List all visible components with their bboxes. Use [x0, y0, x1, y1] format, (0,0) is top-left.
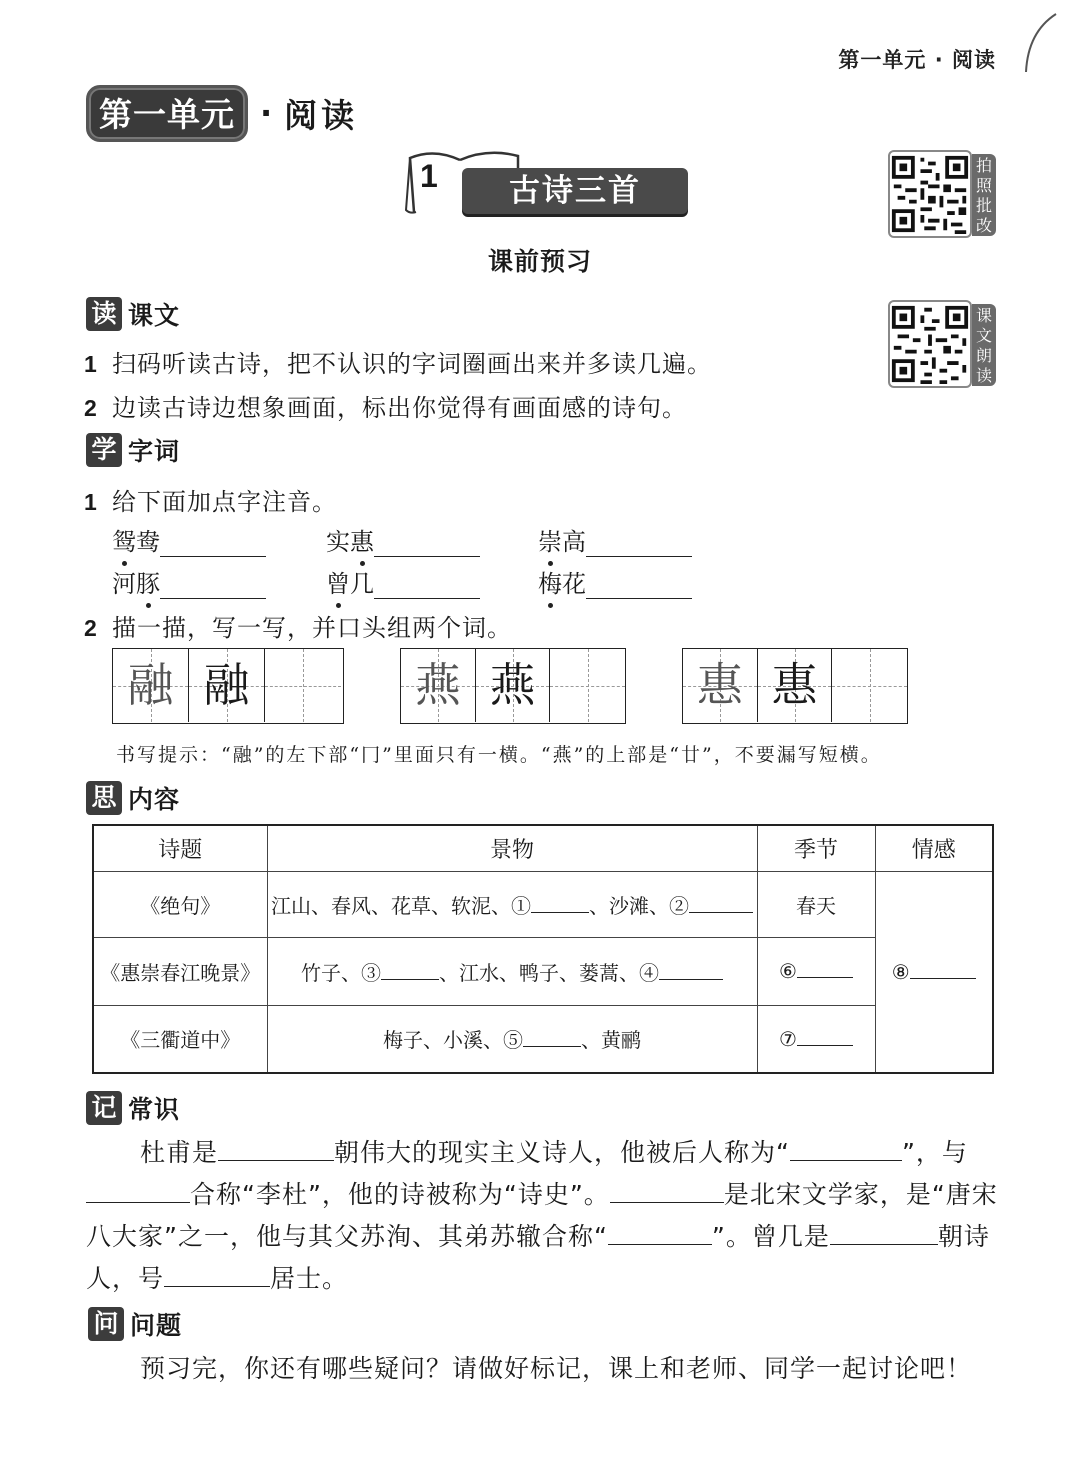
lesson-title: 古诗三首 — [462, 168, 688, 214]
scene-text: 、江水、鸭子、蒌蒿、 — [439, 960, 639, 985]
qr-code-icon[interactable] — [888, 150, 972, 238]
answer-blank[interactable] — [523, 1046, 581, 1047]
item-number: 1 — [84, 351, 98, 377]
dotted-char: 崇 — [538, 522, 562, 557]
running-header: 第一单元 · 阅读 — [838, 48, 996, 72]
blank-marker: ④ — [639, 960, 659, 985]
section-badge: 问 — [88, 1307, 124, 1341]
scene-text: 、沙滩、 — [589, 893, 669, 918]
item-number: 1 — [84, 489, 98, 515]
scene-cell — [267, 937, 757, 1005]
blank-marker: ⑧ — [891, 959, 910, 984]
answer-blank[interactable] — [86, 1202, 190, 1203]
qr-code-icon[interactable] — [888, 300, 972, 388]
item-number: 2 — [84, 615, 98, 641]
read-item-2 — [84, 388, 687, 423]
blank-marker: ② — [669, 893, 689, 918]
answer-blank[interactable] — [586, 598, 692, 599]
para-text: ”，与 — [901, 1138, 968, 1167]
answer-blank[interactable] — [160, 598, 266, 599]
pinyin-word — [112, 522, 266, 557]
grid-char: 惠 — [696, 658, 743, 712]
blank-marker: ⑥ — [779, 959, 797, 983]
grid-cell — [189, 649, 265, 722]
para-text: 居士。 — [270, 1264, 349, 1293]
grid-cell[interactable] — [265, 649, 341, 722]
grid-char: 燕 — [489, 658, 536, 712]
question-prompt: 预习完，你还有哪些疑问？请做好标记，课上和老师、同学一起讨论吧！ — [140, 1354, 973, 1383]
lesson-heading — [400, 150, 690, 216]
poem-title: 《三衢道中》 — [93, 1005, 267, 1073]
answer-blank[interactable] — [659, 979, 723, 980]
section-title: 问题 — [130, 1311, 183, 1340]
answer-blank[interactable] — [531, 912, 589, 913]
grid-cell — [113, 649, 189, 722]
pinyin-word — [112, 564, 266, 599]
season-cell: 春天 — [757, 871, 875, 937]
section-badge: 思 — [86, 781, 122, 815]
blank-marker: ① — [511, 893, 531, 918]
dotted-char: 惠 — [350, 522, 374, 557]
grid-cell — [476, 649, 551, 722]
page-corner-decoration — [1020, 0, 1080, 80]
word-rest: 高 — [562, 528, 586, 556]
section-learn-header — [86, 432, 180, 468]
scene-text: 江山、春风、花草、软泥、 — [271, 893, 511, 918]
item-text: 扫码听读古诗，把不认识的字词圈画出来并多读几遍。 — [112, 350, 712, 378]
scene-cell — [267, 1005, 757, 1073]
table-row — [93, 1005, 993, 1073]
col-header: 季节 — [757, 825, 875, 871]
unit-dot: · — [260, 94, 273, 132]
unit-badge: 第一单元 — [86, 85, 248, 142]
page-subtitle: 课前预习 — [487, 247, 592, 276]
pinyin-word — [326, 564, 480, 599]
section-badge: 记 — [86, 1091, 122, 1125]
word-rest: 几 — [350, 570, 374, 598]
unit-label: 阅读 — [284, 95, 359, 135]
para-text: 是北宋文学家，是“唐宋 — [723, 1180, 998, 1209]
writing-grid — [400, 648, 626, 724]
qr-grading[interactable] — [888, 150, 998, 242]
unit-title — [86, 90, 358, 136]
answer-blank[interactable] — [218, 1160, 334, 1161]
dotted-char: 鸳 — [112, 522, 136, 557]
item-text: 边读古诗边想象画面，标出你觉得有画面感的诗句。 — [112, 394, 687, 422]
answer-blank[interactable] — [160, 556, 266, 557]
pinyin-word — [538, 564, 692, 599]
answer-blank[interactable] — [374, 556, 480, 557]
blank-marker: ⑤ — [503, 1028, 523, 1053]
grid-char: 燕 — [414, 658, 461, 712]
scene-cell — [267, 871, 757, 937]
para-text: 八大家”之一，他与其父苏洵、其弟苏辙合称“ — [86, 1222, 608, 1251]
section-think-header — [86, 780, 180, 816]
para-text: 合称“李杜”，他的诗被称为“诗史”。 — [190, 1180, 610, 1209]
answer-blank[interactable] — [381, 979, 439, 980]
table-header-row — [93, 825, 993, 871]
col-header: 景物 — [267, 825, 757, 871]
answer-blank[interactable] — [586, 556, 692, 557]
answer-blank[interactable] — [797, 1045, 853, 1046]
lesson-number: 1 — [420, 158, 438, 194]
answer-blank[interactable] — [910, 978, 976, 979]
content-table — [92, 824, 994, 1074]
dotted-char: 豚 — [136, 564, 160, 599]
learn-question-1 — [84, 482, 337, 517]
qr-label: 课文朗读 — [972, 304, 996, 386]
answer-blank[interactable] — [797, 977, 853, 978]
answer-blank[interactable] — [374, 598, 480, 599]
word-first: 河 — [112, 570, 136, 598]
season-cell — [757, 1005, 875, 1073]
scene-text: 梅子、小溪、 — [383, 1028, 503, 1053]
grid-char: 惠 — [771, 658, 818, 712]
blank-marker: ⑦ — [779, 1026, 797, 1051]
writing-grid — [682, 648, 908, 724]
para-line — [86, 1258, 1002, 1300]
answer-blank[interactable] — [610, 1202, 724, 1203]
word-rest: 花 — [562, 570, 586, 598]
para-text: ”。曾几是 — [711, 1222, 830, 1251]
word-rest: 鸯 — [136, 528, 160, 556]
knowledge-paragraph — [86, 1132, 1002, 1300]
emotion-cell — [875, 871, 993, 1073]
section-badge: 读 — [86, 297, 122, 331]
section-title: 内容 — [128, 785, 181, 814]
table-row — [93, 937, 993, 1005]
dotted-char: 曾 — [326, 564, 350, 599]
para-text: 朝诗 — [937, 1222, 990, 1251]
section-title: 字词 — [128, 437, 181, 466]
answer-blank[interactable] — [164, 1286, 270, 1287]
section-title: 课文 — [128, 301, 181, 330]
table-row — [93, 871, 993, 937]
qr-label: 拍照批改 — [972, 154, 996, 236]
grid-char: 融 — [127, 658, 174, 712]
scene-text: 、黄鹂 — [581, 1028, 641, 1053]
col-header: 诗题 — [93, 825, 267, 871]
para-line — [86, 1216, 1002, 1258]
writing-grid — [112, 648, 344, 724]
poem-title: 《惠崇春江晚景》 — [93, 937, 267, 1005]
dotted-char: 梅 — [538, 564, 562, 599]
scene-text: 竹子、 — [301, 960, 361, 985]
blank-marker: ③ — [361, 960, 381, 985]
grid-cell — [683, 649, 758, 722]
answer-blank[interactable] — [689, 912, 753, 913]
grid-cell — [401, 649, 476, 722]
section-ask-header — [88, 1306, 182, 1342]
col-header: 情感 — [875, 825, 993, 871]
section-badge: 学 — [86, 433, 122, 467]
grid-cell[interactable] — [550, 649, 625, 722]
item-text: 描一描，写一写，并口头组两个词。 — [112, 614, 512, 642]
grid-cell[interactable] — [832, 649, 907, 722]
poem-title: 《绝句》 — [93, 871, 267, 937]
para-text: 杜甫是 — [140, 1138, 219, 1167]
learn-question-2 — [84, 608, 512, 643]
answer-blank[interactable] — [830, 1244, 938, 1245]
pinyin-word — [326, 522, 480, 557]
writing-hint: 书写提示：“融”的左下部“冂”里面只有一横。“燕”的上部是“廿”，不要漏写短横。 — [116, 744, 882, 766]
grid-char: 融 — [203, 658, 250, 712]
item-text: 给下面加点字注音。 — [112, 488, 337, 516]
pinyin-word — [538, 522, 692, 557]
para-line — [86, 1174, 1002, 1216]
section-title: 常识 — [128, 1095, 181, 1124]
answer-blank[interactable] — [790, 1160, 902, 1161]
item-number: 2 — [84, 395, 98, 421]
section-remember-header — [86, 1090, 180, 1126]
qr-reading[interactable] — [888, 300, 998, 392]
para-text: 人，号 — [86, 1264, 165, 1293]
grid-cell — [758, 649, 833, 722]
para-line — [86, 1132, 1002, 1174]
season-cell — [757, 937, 875, 1005]
word-first: 实 — [326, 528, 350, 556]
section-read-header — [86, 296, 180, 332]
read-item-1 — [84, 344, 712, 379]
para-text: 朝伟大的现实主义诗人，他被后人称为“ — [334, 1138, 790, 1167]
answer-blank[interactable] — [608, 1244, 712, 1245]
